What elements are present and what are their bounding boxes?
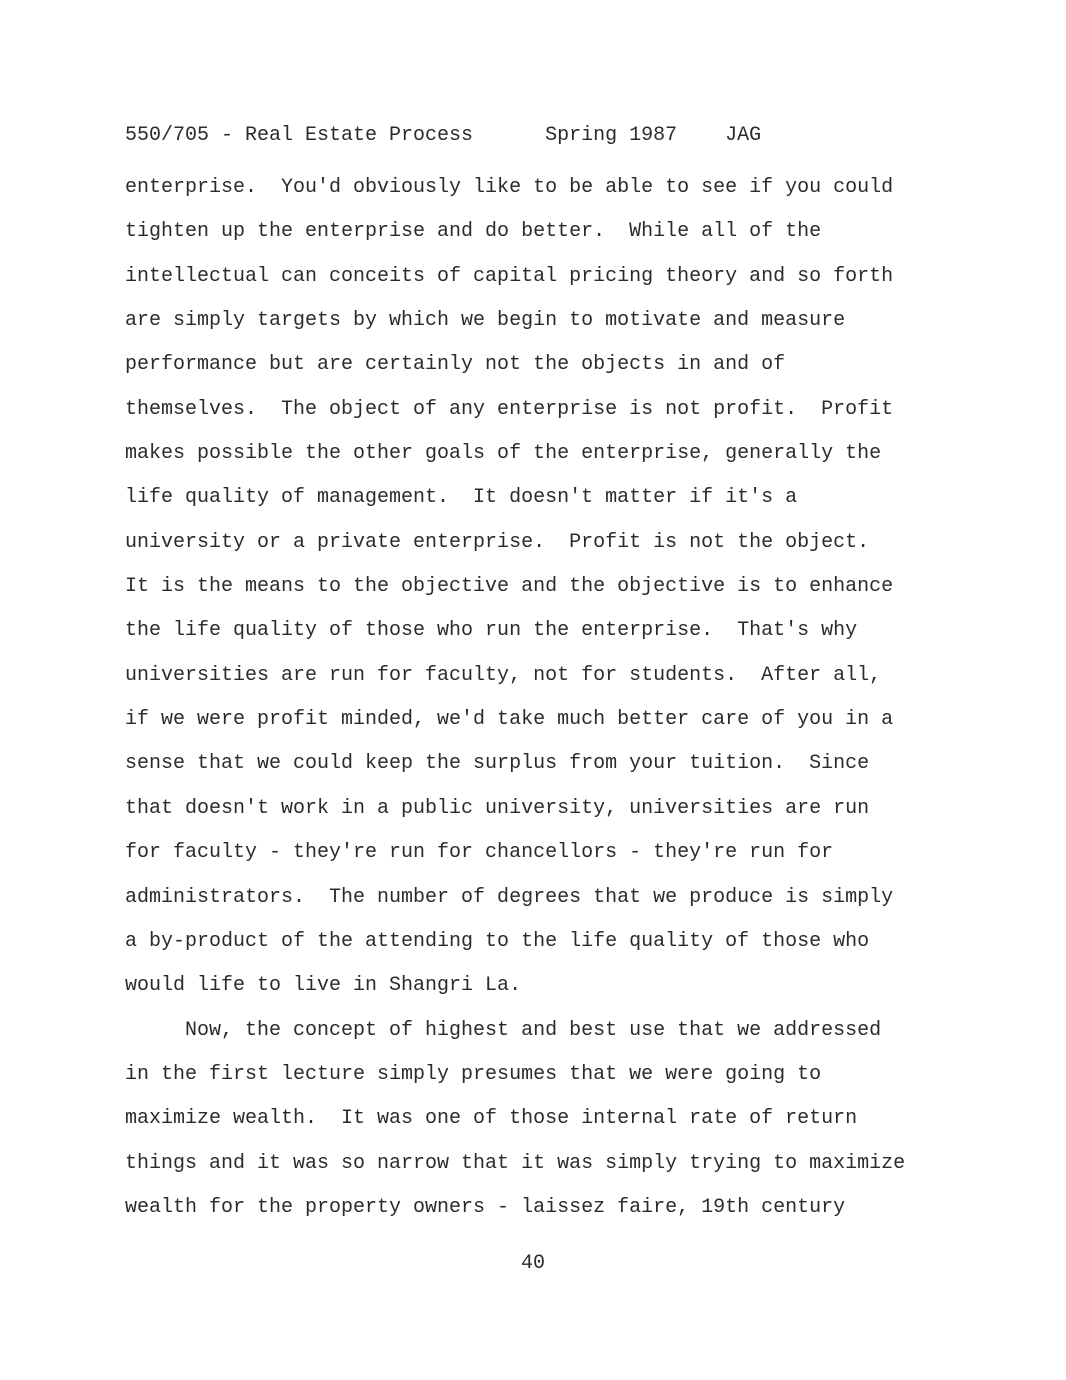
text-line: the life quality of those who run the enterprise. That's why	[125, 619, 858, 643]
text-line: university or a private enterprise. Profit is not the object.	[125, 530, 870, 554]
text-line: are simply targets by which we begin to motivate and measure	[125, 309, 846, 333]
text-line: for faculty - they're run for chancellors - they're run for	[125, 841, 834, 865]
text-line: that doesn't work in a public university, universities are run	[125, 796, 870, 820]
text-line: universities are run for faculty, not for students. After all,	[125, 663, 882, 687]
text-line: enterprise. You'd obviously like to be able to see if you could	[125, 176, 894, 199]
text-line: sense that we could keep the surplus from your tuition. Since	[125, 752, 870, 776]
text-line: administrators. The number of degrees that we produce is simply	[125, 885, 894, 909]
text-line: life quality of management. It doesn't matter if it's a	[125, 486, 798, 510]
text-line: in the first lecture simply presumes that we were going to	[125, 1062, 822, 1086]
text-line: It is the means to the objective and the objective is to enhance	[125, 575, 894, 599]
text-line: makes possible the other goals of the enterprise, generally the	[125, 442, 882, 466]
header-gap	[473, 124, 545, 147]
text-line: would life to live in Shangri La.	[125, 974, 522, 998]
text-line: intellectual can conceits of capital pricing theory and so forth	[125, 264, 894, 288]
text-line: tighten up the enterprise and do better. While all of the	[125, 220, 822, 244]
paragraph-start-line: Now, the concept of highest and best use that we addressed	[125, 1018, 882, 1042]
text-line: things and it was so narrow that it was simply trying to maximize	[125, 1151, 906, 1175]
text-line: wealth for the property owners - laissez faire, 19th century	[125, 1195, 846, 1219]
text-line: maximize wealth. It was one of those internal rate of return	[125, 1107, 858, 1131]
course-title: 550/705 - Real Estate Process	[125, 124, 474, 147]
page-header	[125, 122, 761, 150]
term: Spring 1987	[545, 124, 678, 147]
text-line: themselves. The object of any enterprise is not profit. Profit	[125, 397, 894, 421]
body-text	[125, 166, 905, 1230]
text-line: if we were profit minded, we'd take much better care of you in a	[125, 708, 894, 732]
page-number: 40	[520, 1252, 545, 1275]
text-line: a by-product of the attending to the life quality of those who	[125, 929, 870, 953]
initials: JAG	[725, 124, 762, 147]
text-line: performance but are certainly not the objects in and of	[125, 353, 786, 377]
header-gap	[677, 124, 725, 147]
